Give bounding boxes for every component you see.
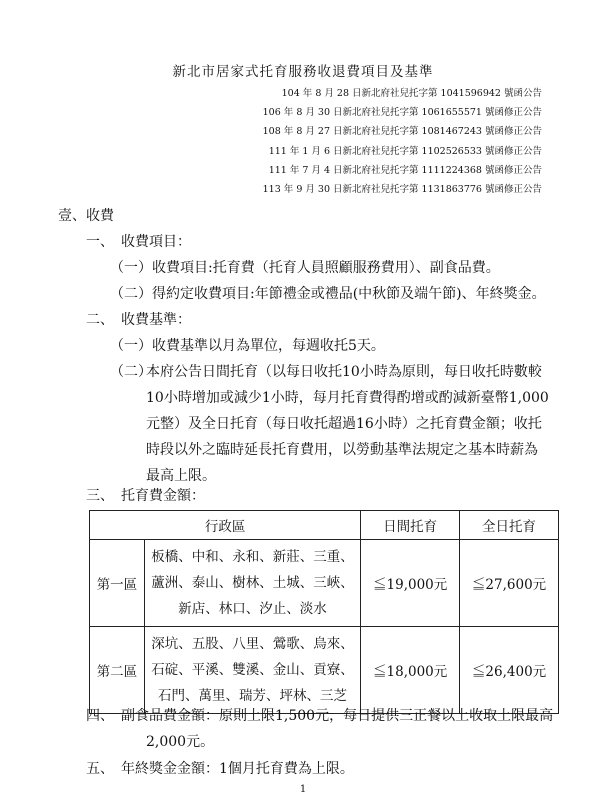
item2-sub2-line: 10小時增加或減少1小時，每月托育費得酌增或酌減新臺幣1,000 (146, 390, 549, 406)
day-care-price: ≦18,000元 (361, 627, 460, 714)
district-name: 第二區 (90, 627, 145, 714)
day-care-price: ≦19,000元 (361, 540, 460, 627)
item2-sub2-prefix: （二） (110, 364, 152, 380)
area-line: 石碇、平溪、雙溪、金山、貢寮、 (151, 662, 354, 678)
district-areas (144, 540, 360, 627)
area-line: 板橋、中和、永和、新莊、三重、 (151, 549, 354, 565)
district-areas (144, 627, 360, 714)
table-header-row (90, 511, 559, 540)
table-row (90, 540, 559, 627)
announcement-history (263, 84, 542, 199)
page-title: 新北市居家式托育服務收退費項目及基準 (172, 64, 434, 80)
section-heading: 壹、收費 (58, 208, 114, 224)
full-day-care-price: ≦27,600元 (460, 540, 559, 627)
header-day-care: 日間托育 (361, 511, 460, 540)
history-line: 111 年 7 月 4 日新北府社兒托字第 1111224368 號函修正公告 (268, 164, 542, 176)
area-line: 新店、林口、汐止、淡水 (178, 601, 327, 617)
history-line: 106 年 8 月 30 日新北府社兒托字第 1061655571 號函修正公告 (262, 107, 542, 119)
item4-line: 2,000元。 (146, 734, 215, 750)
header-full-day-care: 全日托育 (460, 511, 559, 540)
item1-label: 一、 收費項目： (86, 234, 191, 250)
item2-sub1: （一）收費基準以月為單位，每週收托5天。 (110, 338, 385, 354)
table-row (90, 627, 559, 714)
header-district: 行政區 (90, 511, 361, 540)
history-line: 108 年 8 月 27 日新北府社兒托字第 1081467243 號函修正公告 (262, 126, 542, 138)
item2-label: 二、 收費基準： (86, 312, 191, 328)
item5-line: 五、 年終獎金金額：1個月托育費為上限。 (86, 761, 354, 777)
item3-label: 三、 托育費金額： (86, 488, 205, 504)
item2-sub2-line: 時段以外之臨時延長托育費用，以勞動基準法規定之基本時薪為 (146, 442, 538, 458)
item2-sub2-line: 本府公告日間托育（以每日收托10小時為原則，每日收托時數較 (146, 364, 542, 380)
page-number: 1 (299, 784, 307, 795)
area-line: 石門、萬里、瑞芳、坪林、三芝 (158, 688, 348, 704)
item4-line: 四、 副食品費金額：原則上限1,500元，每日提供三正餐以上收取上限最高 (86, 708, 554, 724)
history-line: 113 年 9 月 30 日新北府社兒托字第 1131863776 號函修正公告 (262, 184, 542, 196)
item1-sub1: （一）收費項目:托育費（托育人員照顧服務費用）、副食品費。 (110, 260, 500, 276)
fee-table (89, 510, 559, 714)
item2-sub2-line: 元整）及全日托育（每日收托超過16小時）之托育費金額；收托 (146, 416, 542, 432)
district-name: 第一區 (90, 540, 145, 627)
area-line: 深坑、五股、八里、鶯歌、烏來、 (151, 636, 354, 652)
history-line: 111 年 1 月 6 日新北府社兒托字第 1102526533 號函修正公告 (268, 145, 542, 157)
item2-sub2-line: 最高上限。 (146, 468, 216, 484)
full-day-care-price: ≦26,400元 (460, 627, 559, 714)
item1-sub2: （二）得約定收費項目:年節禮金或禮品(中秋節及端午節)、年終獎金。 (110, 286, 546, 302)
area-line: 蘆洲、泰山、樹林、土城、三峽、 (151, 575, 354, 591)
history-line: 104 年 8 月 28 日新北府社兒托字第 1041596942 號函公告 (281, 88, 542, 99)
